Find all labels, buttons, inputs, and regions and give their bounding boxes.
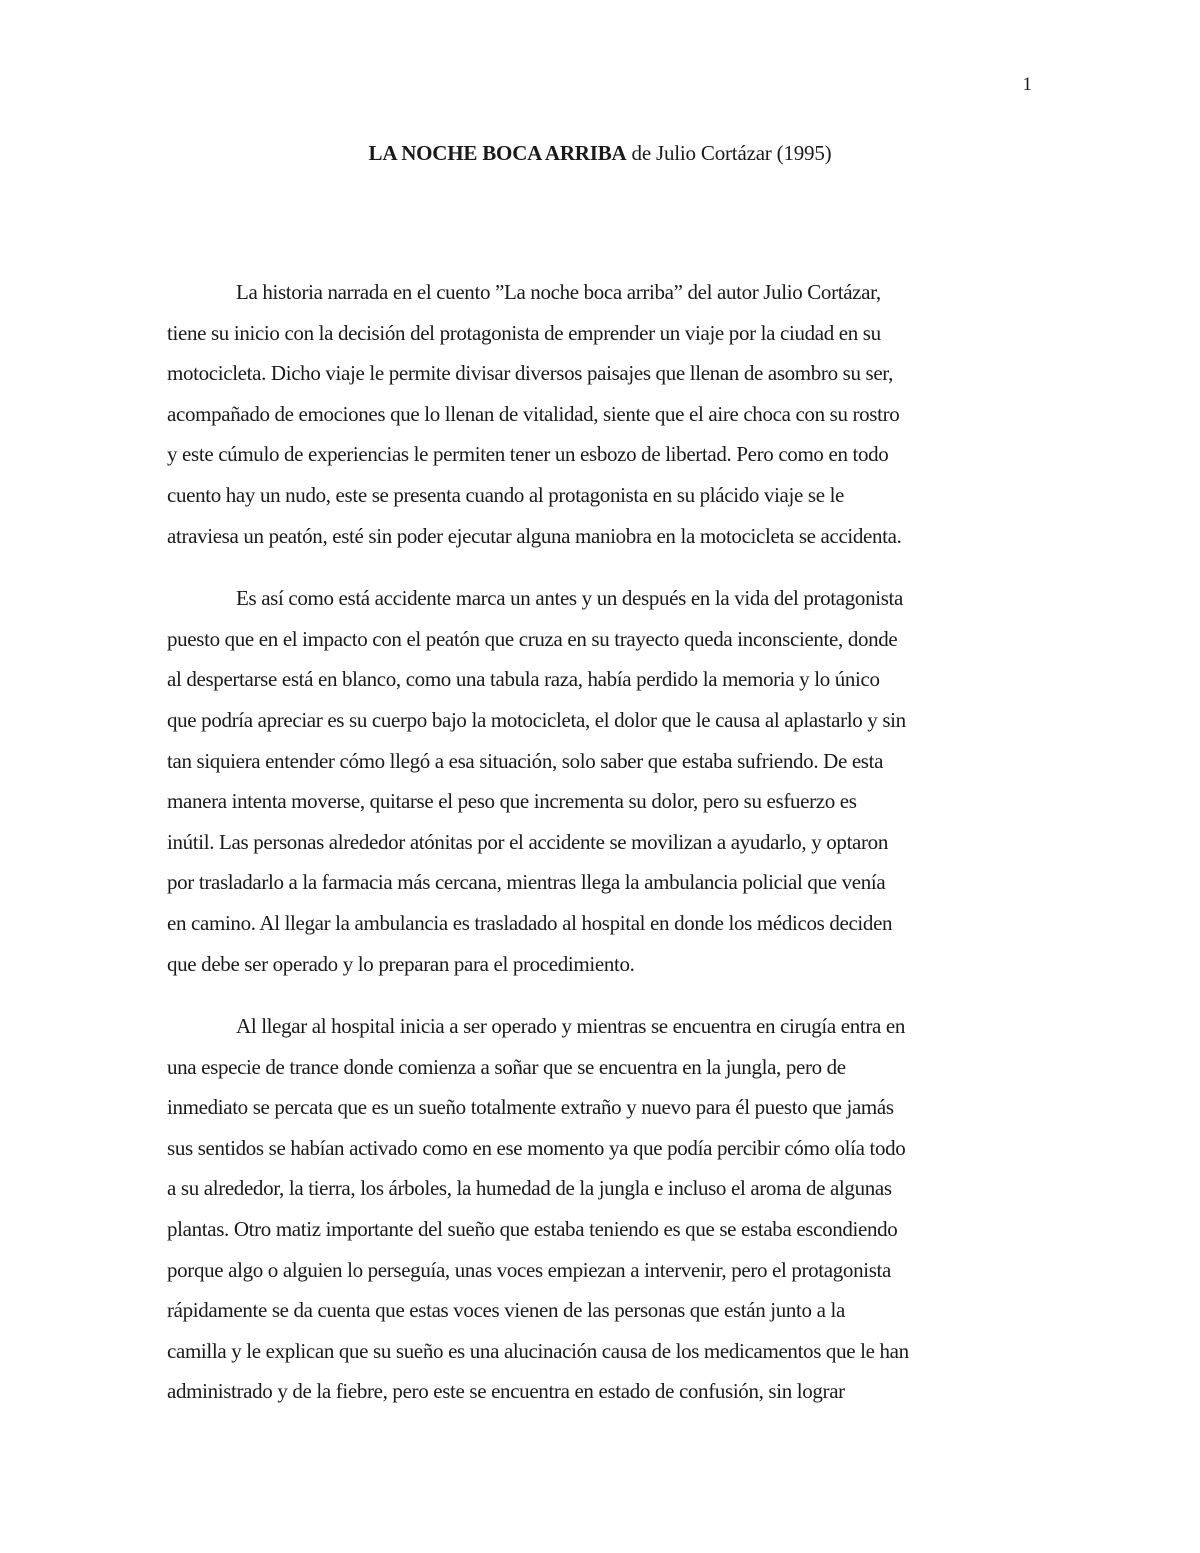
text-line: atraviesa un peatón, esté sin poder ejecutar alguna maniobra en la motocicleta se accidenta. <box>167 523 902 548</box>
title-bold-part: LA NOCHE BOCA ARRIBA <box>368 141 627 165</box>
document-body <box>167 272 1033 1412</box>
text-line: administrado y de la fiebre, pero este se encuentra en estado de confusión, sin lograr <box>167 1379 845 1404</box>
text-line: una especie de trance donde comienza a soñar que se encuentra en la jungla, pero de <box>167 1054 846 1079</box>
text-line: cuento hay un nudo, este se presenta cuando al protagonista en su plácido viaje se le <box>167 482 845 507</box>
text-line: en camino. Al llegar la ambulancia es trasladado al hospital en donde los médicos deciden <box>167 910 893 935</box>
text-line: que debe ser operado y lo preparan para el procedimiento. <box>167 951 635 976</box>
text-line: al despertarse está en blanco, como una tabula raza, había perdido la memoria y lo único <box>167 667 880 692</box>
text-line: rápidamente se da cuenta que estas voces vienen de las personas que están junto a la <box>167 1298 845 1323</box>
text-line: La historia narrada en el cuento ”La noche boca arriba” del autor Julio Cortázar, <box>236 280 881 304</box>
text-line: a su alrededor, la tierra, los árboles, la humedad de la jungla e incluso el aroma de algunas <box>167 1176 892 1201</box>
text-line: manera intenta moverse, quitarse el peso que incrementa su dolor, pero su esfuerzo es <box>167 789 857 814</box>
text-line: porque algo o alguien lo perseguía, unas voces empiezan a intervenir, pero el protagonista <box>167 1257 891 1282</box>
text-line: Es así como está accidente marca un antes y un después en la vida del protagonista <box>236 586 903 611</box>
text-line: puesto que en el impacto con el peatón que cruza en su trayecto queda inconsciente, donde <box>167 626 898 651</box>
text-line: tan siquiera entender cómo llegó a esa situación, solo saber que estaba sufriendo. De esta <box>167 748 884 773</box>
title-author-part: de Julio Cortázar (1995) <box>626 141 832 165</box>
paragraph-3 <box>167 1006 1033 1412</box>
text-line: sus sentidos se habían activado como en ese momento ya que podía percibir cómo olía todo <box>167 1135 906 1160</box>
text-line: Al llegar al hospital inicia a ser operado y mientras se encuentra en cirugía entra en <box>236 1014 906 1039</box>
page-number: 1 <box>1022 74 1032 95</box>
text-line: inútil. Las personas alrededor atónitas por el accidente se movilizan a ayudarlo, y optaron <box>167 829 888 854</box>
text-line: que podría apreciar es su cuerpo bajo la motocicleta, el dolor que le causa al aplastarlo y sin <box>167 707 906 732</box>
text-line: tiene su inicio con la decisión del protagonista de emprender un viaje por la ciudad en su <box>167 320 881 345</box>
paragraph-2 <box>167 578 1033 984</box>
paragraph-1 <box>167 272 1033 556</box>
text-line: acompañado de emociones que lo llenan de vitalidad, siente que el aire choca con su rostro <box>167 401 900 426</box>
text-line: inmediato se percata que es un sueño totalmente extraño y nuevo para él puesto que jamás <box>167 1095 894 1120</box>
text-line: motocicleta. Dicho viaje le permite divisar diversos paisajes que llenan de asombro su ser, <box>167 361 893 386</box>
text-line: camilla y le explican que su sueño es una alucinación causa de los medicamentos que le han <box>167 1338 909 1363</box>
text-line: y este cúmulo de experiencias le permiten tener un esbozo de libertad. Pero como en todo <box>167 442 889 467</box>
document-title <box>0 141 1200 166</box>
text-line: por trasladarlo a la farmacia más cercana, mientras llega la ambulancia policial que venía <box>167 870 886 895</box>
text-line: plantas. Otro matiz importante del sueño que estaba teniendo es que se estaba escondiendo <box>167 1217 898 1242</box>
